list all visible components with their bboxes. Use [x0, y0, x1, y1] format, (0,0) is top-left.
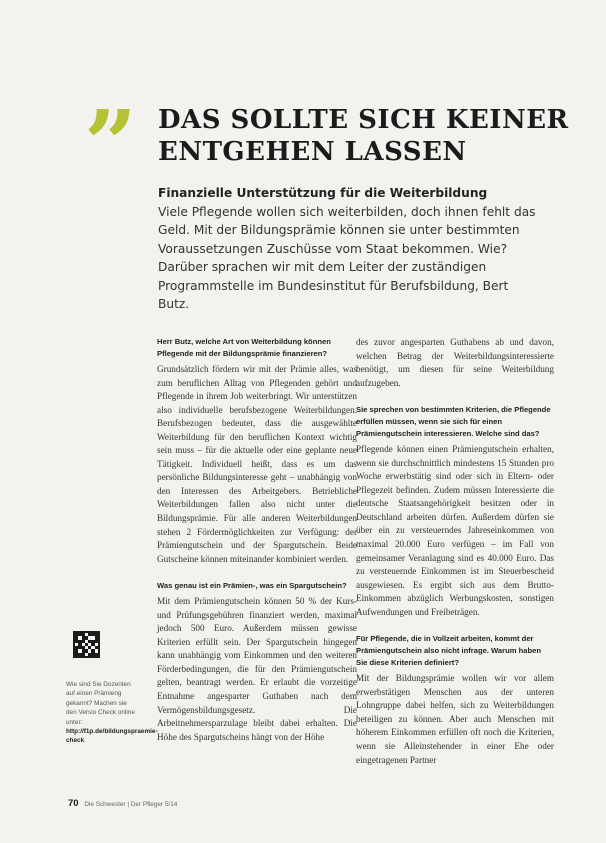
intro-text: Viele Pflegende wollen sich weiterbilden, doch ihnen fehlt das Geld. Mit der Bildungsprämie können sie unter bestimmten Voraussetzungen Zuschüsse vom Staat bekommen. Wie? Darüber sprachen wir mit dem Leiter der zuständigen Programmstelle im Bundesinstitut für Berufsbildung, Bert Butz.: [158, 204, 536, 311]
side-note-link[interactable]: http://f1p.de/bildungspraemie-check: [66, 728, 158, 745]
question-4: Für Pflegende, die in Vollzeit arbeiten, kommt der Prämiengutschein also nicht infrage. Warum haben Sie diese Kriterien definiert?: [356, 634, 541, 668]
side-note-text: Wie sind Sie Dozenten auf einen Prämieng gekannt? Machen sie den Versio Check online unter:: [66, 681, 135, 726]
answer-2: Mit dem Prämiengutschein können 50 % der Kurs- und Prüfungsgebühren finanziert werden, maximal jedoch 500 Euro. Außerdem müssen gewisse Kriterien erfüllt sein. Der Spargutschein hingegen kann unabhängig vom Einkommen und den weiteren Förderbedingungen, die für den Prämiengutschein gelten, beantragt werden. Er erlaubt die vorzeitige Entnahme angesparter Guthaben nach dem Vermögensbildungsgesetz. Die Arbeitnehmersparzulage bleibt dabei erhalten. Die Höhe des Spargutscheins hängt von der Höhe: [157, 596, 357, 742]
headline: [158, 104, 578, 168]
page-number: 70: [68, 798, 79, 809]
left-column: [157, 336, 357, 758]
footer: [68, 798, 177, 809]
answer-1: Grundsätzlich fördern wir mit der Prämie alles, was zum beruflichen Alltag von Pflegenden gehört und Pflegende in ihrem Job weiterbringt. Wir unterstützen also individuelle berufsbezogene Weiterbildungen. Berufsbezogen bedeutet, dass die ausgewählte Weiterbildung für den beruflichen Kontext wichtig sein muss – für die aktuelle oder eine geplante neue Tätigkeit. Individuell heißt, dass es um das persönliche Bildungsinteresse geht – unabhängig von den Interessen des Arbeitgebers. Betriebliche Weiterbildungen fallen also nicht unter die Bildungsprämie. Für alle anderen Weiterbildungen stehen 2 Fördermöglichkeiten zur Verfügung: der Prämiengutschein und der Spargutschein. Beide Gutscheine können miteinander kombiniert werden.: [157, 364, 357, 564]
answer-2-continued: des zuvor angesparten Guthabens ab und davon, welchen Betrag der Weiterbildungsinteressierte benötigt, um diesen für seine Weiterbildung aufzugeben.: [356, 337, 554, 388]
question-2: Was genau ist ein Prämien-, was ein Spargutschein?: [157, 581, 347, 591]
answer-3: Pflegende können einen Prämiengutschein erhalten, wenn sie durchschnittlich mindestens 15 Stunden pro Woche erwerbstätig sind oder sich in Eltern- oder Pflegezeit befinden. Zudem müssen Interessierte die deutsche Staatsangehörigkeit besitzen oder in Deutschland arbeiten dürfen. Außerdem dürfen sie über ein zu versteuerndes Jahreseinkommen von maximal 20.000 Euro verfügen – im Fall von gemeinsamer Veranlagung sind es 40.000 Euro. Das zu versteuernde Einkommen ist im Steuerbescheid ausgewiesen. Es ergibt sich aus dem Brutto-Einkommen abzüglich Werbungskosten, sonstigen Aufwendungen und Freibeträgen.: [356, 444, 554, 617]
headline-line-2: ENTGEHEN LASSEN: [158, 137, 467, 167]
intro-title: Finanzielle Unterstützung für die Weiterbildung: [158, 186, 488, 200]
qr-code-icon: [73, 631, 100, 658]
right-column: [356, 336, 554, 781]
question-1: Herr Butz, welche Art von Weiterbildung können Pflegende mit der Bildungsprämie finanzieren?: [157, 337, 331, 358]
headline-line-1: DAS SOLLTE SICH KEINER: [158, 105, 569, 135]
quotation-mark-icon: ”: [84, 90, 137, 198]
answer-4: Mit der Bildungsprämie wollen wir vor allem erwerbstätigen Menschen aus der unteren Lohngruppe dabei helfen, sich zu Weiterbildungen beteiligen zu können. Aber auch Menschen mit höherem Einkommen erfüllen oft noch die Kriterien, wenn sie Alleinstehender in einer Ehe oder eingetragenen Partner: [356, 673, 554, 765]
intro-block: [158, 184, 538, 314]
question-3: Sie sprechen von bestimmten Kriterien, die Pflegende erfüllen müssen, wenn sie sich für einen Prämiengutschein interessieren. Welche sind das?: [356, 405, 551, 439]
magazine-issue: Die Schwester | Der Pfleger 5/14: [84, 801, 178, 808]
side-note: [66, 680, 158, 746]
